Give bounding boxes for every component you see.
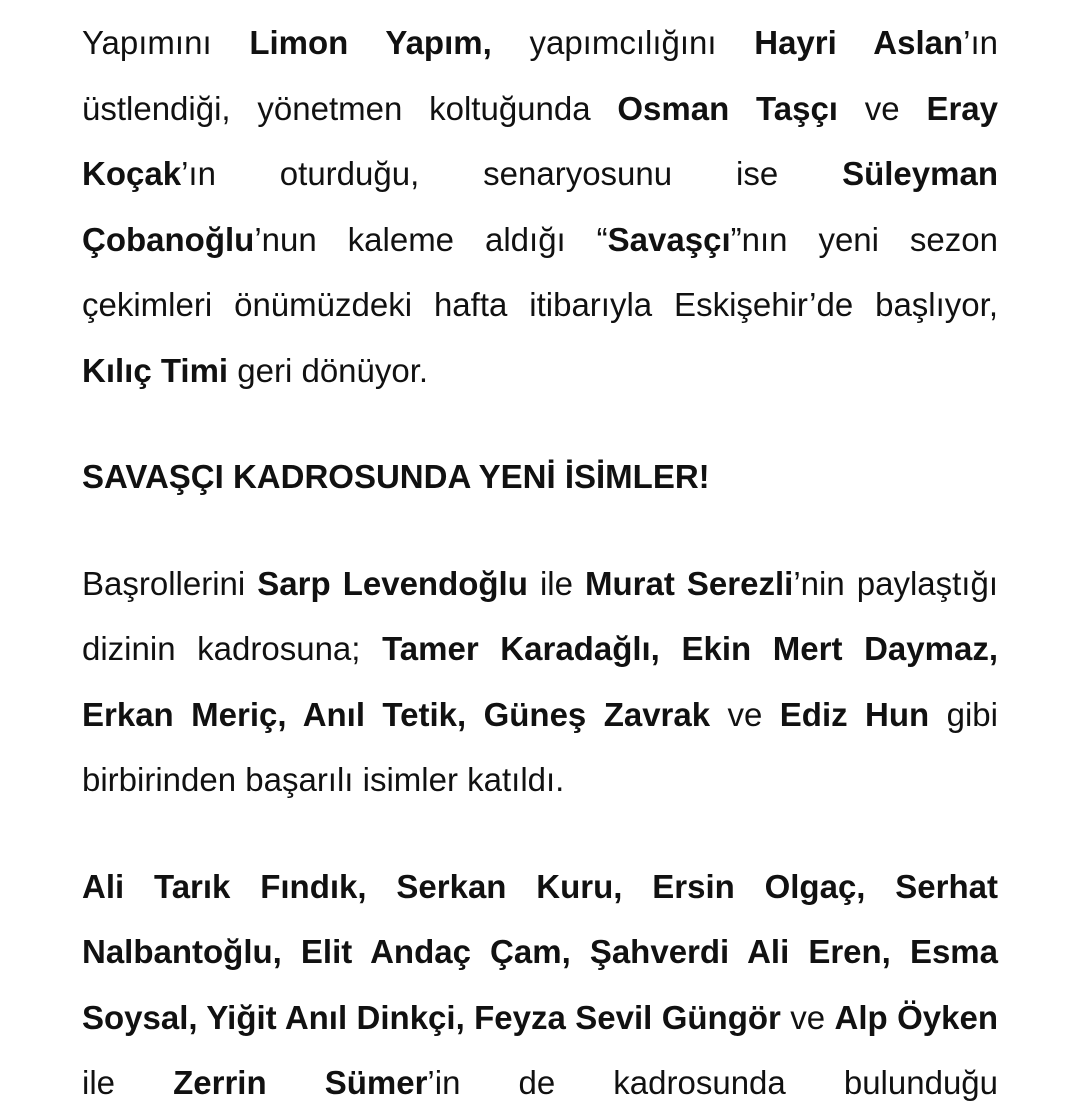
text-run: ’ın oturduğu, senaryosunu ise <box>181 155 843 192</box>
text-run: ve <box>837 89 927 127</box>
text-run: gibi birbirinden başarılı isimler katıldı. <box>82 695 998 798</box>
text-run: ve <box>780 998 835 1036</box>
actor-name-bold: Murat Serezli <box>585 564 794 602</box>
writer-name-bold: Süleyman Çobanoğlu <box>82 155 998 258</box>
text-run: ’ın üstlendiği, yönetmen koltuğunda <box>82 24 998 127</box>
director-name-bold: Osman Taşçı <box>617 89 838 127</box>
actor-name-bold: Alp Öyken <box>834 998 998 1036</box>
text-run: geri dönüyor. <box>228 351 429 389</box>
text-run: ”nın yeni sezon çekimleri önümüzdeki hafta itibarıyla Eskişehir’de başlıyor, <box>82 220 998 323</box>
section-heading: SAVAŞÇI KADROSUNDA YENİ İSİMLER! <box>82 458 710 495</box>
text-run: yapımcılığını <box>491 24 755 61</box>
series-title-bold: Savaşçı <box>607 220 731 258</box>
actor-name-bold: Sarp Levendoğlu <box>257 564 528 602</box>
actor-names-bold: Tamer Karadağlı, Ekin Mert Daymaz, Erkan Meriç, Anıl Tetik, Güneş Zavrak <box>82 630 998 733</box>
text-run: ’nun kaleme aldığı “ <box>254 220 608 258</box>
text-run: ile <box>527 564 586 602</box>
team-name-bold: Kılıç Timi <box>82 351 229 389</box>
text-run: ’in de kadrosunda bulunduğu <box>427 1064 999 1101</box>
paragraph-production-intro <box>82 10 998 403</box>
text-run: Yapımını <box>82 24 250 61</box>
paragraph-lead-cast <box>82 551 998 813</box>
actor-name-bold: Zerrin Sümer <box>173 1064 428 1101</box>
director-name-bold: Eray Koçak <box>82 89 998 192</box>
producer-name-bold: Hayri Aslan <box>754 24 964 61</box>
company-name-bold: Limon Yapım, <box>249 24 492 61</box>
text-run: ’nin paylaştığı dizinin kadrosuna; <box>82 564 998 667</box>
paragraph-supporting-cast <box>82 854 998 1116</box>
text-run: Başrollerini <box>82 564 258 602</box>
actor-names-bold: Ali Tarık Fındık, Serkan Kuru, Ersin Olgaç, Serhat Nalbantoğlu, Elit Andaç Çam, Şahverdi Ali Eren, Esma Soysal, Yiğit Anıl Dinkçi, Feyza Sevil Güngör <box>82 867 998 1036</box>
actor-name-bold: Ediz Hun <box>779 695 930 733</box>
text-run: ile <box>82 1064 174 1101</box>
text-run: ve <box>710 695 780 733</box>
article-body <box>82 10 998 1116</box>
